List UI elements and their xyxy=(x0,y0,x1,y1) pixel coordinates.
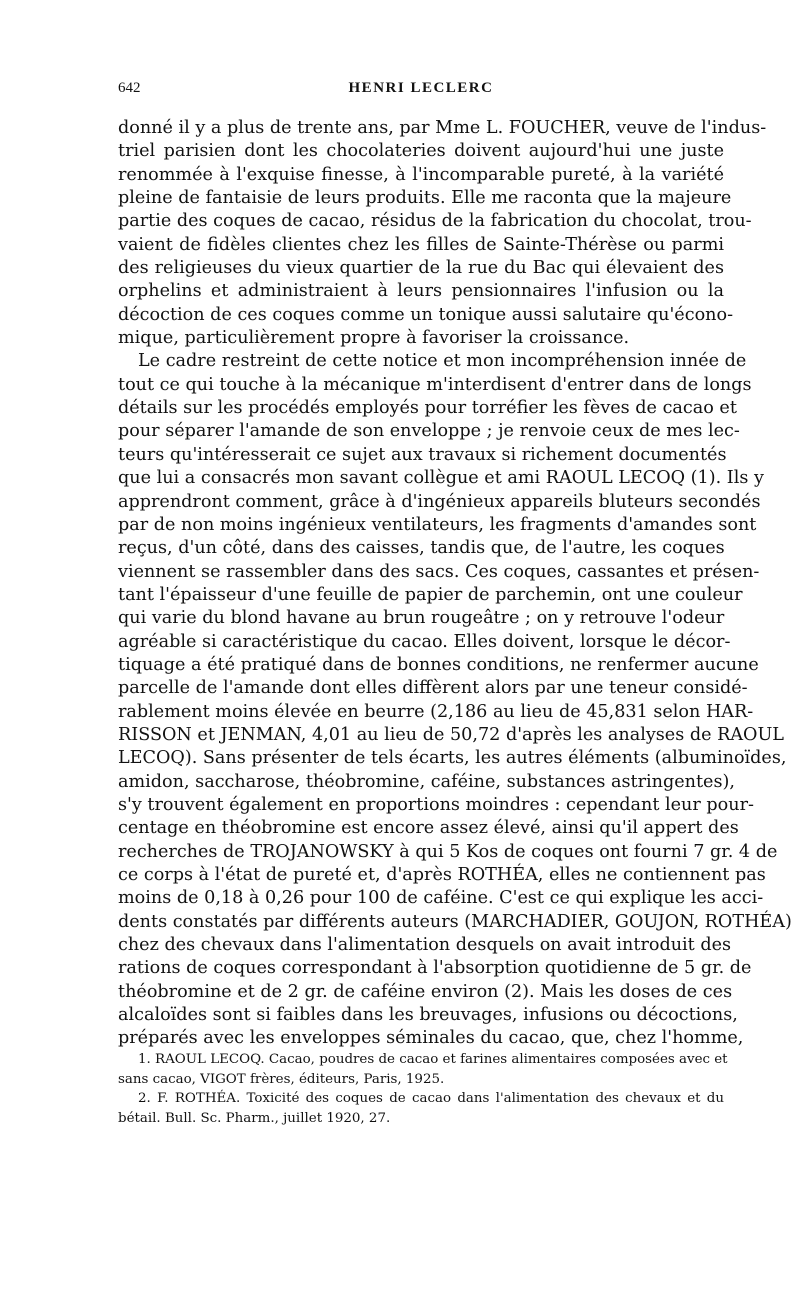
text-line: viennent se rassembler dans des sacs. Ces coques, cassantes et présen- xyxy=(118,561,760,582)
footnote-1: 1. RAOUL LECOQ. Cacao, poudres de cacao et farines alimentaires composées avec et xyxy=(138,1052,728,1067)
text-line: par de non moins ingénieux ventilateurs, les fragments d'amandes sont xyxy=(118,514,757,535)
text-line: s'y trouvent également en proportions moindres : cependant leur pour- xyxy=(118,794,754,815)
text-line: recherches de TROJANOWSKY à qui 5 Kos de coques ont fourni 7 gr. 4 de xyxy=(118,841,778,862)
text-line: centage en théobromine est encore assez élevé, ainsi qu'il appert des xyxy=(118,818,739,839)
text-line: alcaloïdes sont si faibles dans les breuvages, infusions ou décoctions, xyxy=(118,1005,738,1026)
text-line: donné il y a plus de trente ans, par Mme L. FOUCHER, veuve de l'indus- xyxy=(118,118,767,138)
text-line: LECOQ). Sans présenter de tels écarts, les autres éléments (albuminoïdes, xyxy=(118,748,787,769)
text-line: RISSON et JENMAN, 4,01 au lieu de 50,72 d'après les analyses de RAOUL xyxy=(118,724,784,745)
text-line: partie des coques de cacao, résidus de la fabrication du chocolat, trou- xyxy=(118,211,752,232)
text-line: que lui a consacrés mon savant collègue et ami RAOUL LECOQ (1). Ils y xyxy=(118,468,764,489)
text-line: mique, particulièrement propre à favoriser la croissance. xyxy=(118,328,630,349)
text-line: ce corps à l'état de pureté et, d'après ROTHÉA, elles ne contiennent pas xyxy=(118,865,766,885)
text-line: tiquage a été pratiqué dans de bonnes conditions, ne renfermer aucune xyxy=(118,654,759,675)
footnotes xyxy=(118,1050,728,1128)
text-line: parcelle de l'amande dont elles diffèrent alors par une teneur considé- xyxy=(118,678,748,699)
footnote-1-continued: sans cacao, VIGOT frères, éditeurs, Paris, 1925. xyxy=(118,1071,445,1087)
text-line: agréable si caractéristique du cacao. Elles doivent, lorsque le décor- xyxy=(118,631,731,652)
footnote-2: 2. F. ROTHÉA. Toxicité des coques de cacao dans l'alimentation des chevaux et du xyxy=(138,1091,724,1106)
text-line: teurs qu'intéresserait ce sujet aux travaux si richement documentés xyxy=(118,444,727,465)
text-line: moins de 0,18 à 0,26 pour 100 de caféine. C'est ce qui explique les acci- xyxy=(118,888,764,909)
text-line: décoction de ces coques comme un tonique aussi salutaire qu'écono- xyxy=(118,304,734,325)
text-line: apprendront comment, grâce à d'ingénieux appareils bluteurs secondés xyxy=(118,491,761,512)
text-line: orphelins et administraient à leurs pensionnaires l'infusion ou la xyxy=(118,281,724,302)
paragraph-start-line: Le cadre restreint de cette notice et mon incompréhension innée de xyxy=(138,351,747,372)
text-line: préparés avec les enveloppes séminales du cacao, que, chez l'homme, xyxy=(118,1028,744,1049)
text-line: amidon, saccharose, théobromine, caféine, substances astringentes), xyxy=(118,771,735,792)
text-line: détails sur les procédés employés pour torréfier les fèves de cacao et xyxy=(118,398,737,419)
text-line: des religieuses du vieux quartier de la rue du Bac qui élevaient des xyxy=(118,258,724,279)
running-head xyxy=(118,80,724,102)
body-text xyxy=(118,117,792,1051)
text-line: pleine de fantaisie de leurs produits. Elle me raconta que la majeure xyxy=(118,188,732,209)
page-number: 642 xyxy=(118,80,141,96)
text-line: rations de coques correspondant à l'absorption quotidienne de 5 gr. de xyxy=(118,958,752,979)
running-title: HENRI LECLERC xyxy=(348,80,494,96)
text-line: dents constatés par différents auteurs (MARCHADIER, GOUJON, ROTHÉA) xyxy=(118,911,792,932)
text-line: tout ce qui touche à la mécanique m'interdisent d'entrer dans de longs xyxy=(118,374,752,395)
text-line: reçus, d'un côté, dans des caisses, tandis que, de l'autre, les coques xyxy=(118,538,725,559)
text-line: triel parisien dont les chocolateries doivent aujourd'hui une juste xyxy=(118,141,724,162)
text-line: théobromine et de 2 gr. de caféine environ (2). Mais les doses de ces xyxy=(118,981,733,1002)
text-line: tant l'épaisseur d'une feuille de papier de parchemin, ont une couleur xyxy=(118,584,743,605)
text-line: vaient de fidèles clientes chez les filles de Sainte-Thérèse ou parmi xyxy=(118,234,724,255)
text-line: renommée à l'exquise finesse, à l'incomparable pureté, à la variété xyxy=(118,164,724,185)
text-line: qui varie du blond havane au brun rougeâtre ; on y retrouve l'odeur xyxy=(118,608,725,629)
text-line: chez des chevaux dans l'alimentation desquels on avait introduit des xyxy=(118,935,732,956)
text-line: rablement moins élevée en beurre (2,186 au lieu de 45,831 selon HAR- xyxy=(118,701,754,722)
footnote-2-continued: bétail. Bull. Sc. Pharm., juillet 1920, 27. xyxy=(118,1110,391,1126)
text-line: pour séparer l'amande de son enveloppe ; je renvoie ceux de mes lec- xyxy=(118,421,740,442)
